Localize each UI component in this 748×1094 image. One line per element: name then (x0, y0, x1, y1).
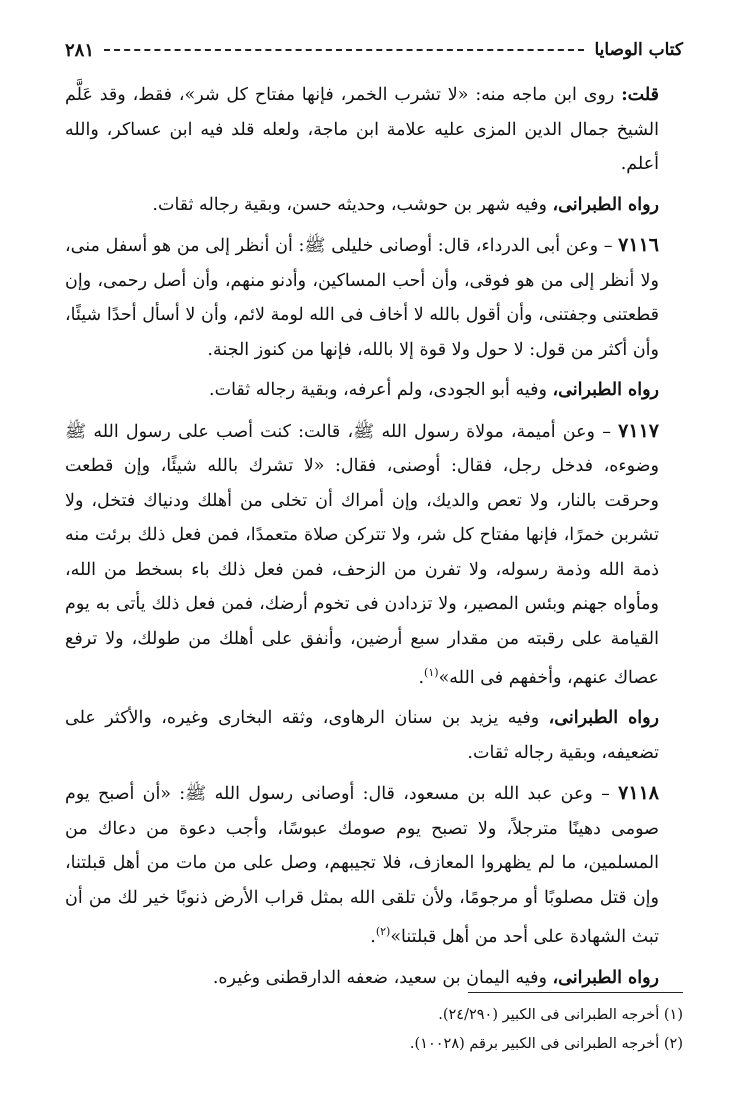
paragraph-narration-note (65, 961, 683, 996)
paragraph-narration-note (65, 188, 683, 223)
main-text (65, 78, 683, 995)
footnote-marker: (١) (424, 666, 439, 679)
hadith-7117 (65, 414, 683, 696)
hadith-7118 (65, 776, 683, 954)
header-dashed-rule (104, 49, 584, 51)
hadith-7116 (65, 228, 683, 367)
running-header (65, 36, 683, 64)
paragraph-text: وفيه أبو الجودى، ولم أعرفه، وبقية رجاله ثقات. (209, 380, 553, 400)
paragraph-narration-note (65, 373, 683, 408)
hadith-end: . (418, 667, 425, 688)
hadith-text: – وعن عبد الله بن مسعود، قال: أوصانى رسول الله ﷺ: «أن أصبح يوم صومى دهينًا مترجلاً، ولا تصبح يوم صومك عبوسًا، وأجب دعوة من دعاك من المسلمين، ما لم يظهروا المعازف، فلا تجيبهم، وصل على من مات من أهل قبلتنا، وإن قتل مصلوبًا أو مرجومًا، ولأن تلقى الله بمثل قراب الأرض ذنوبًا خير لك من أن تبث الشهادة على أحد من أهل قبلتنا» (65, 784, 659, 948)
hadith-number: ٧١١٨ (618, 782, 659, 805)
hadith-end: . (370, 927, 376, 948)
hadith-text: – وعن أميمة، مولاة رسول الله ﷺ، قالت: كنت أصب على رسول الله ﷺ وضوءه، فدخل رجل، فقال: أوصنى، فقال: «لا تشرك بالله شيئًا، وإن قطعت وحرقت بالنار، ولا تعص والديك، وإن أمراك أن تخلى من أهلك ودنياك فتخل، ولا تشربن خمرًا، فإنها مفتاح كل شر، ولا تتركن صلاة متعمدًا، فمن فعل ذلك برئت منه ذمة الله وذمة رسوله، ولا تفرن من الزحف، فمن فعل ذلك باء بسخط من الله، ومأواه جهنم وبئس المصير، ولا تزدادن فى تخوم أرضك، فمن فعل ذلك يأتى به يوم القيامة على رقبته من مقدار سبع أرضين، وأنفق على أهلك من طولك، ولا ترفع عصاك عنهم، وأخفهم فى الله» (65, 421, 659, 688)
footnotes (65, 1001, 683, 1059)
footnote-separator (468, 992, 683, 993)
qultu-label: قلت: (621, 85, 659, 105)
page-number: ٢٨١ (65, 39, 95, 61)
footnote-2: (٢) أخرجه الطبرانى فى الكبير برقم (١٠٠٢٨). (409, 1036, 683, 1052)
narrator-label: رواه الطبرانى، (552, 967, 659, 988)
footnote-1: (١) أخرجه الطبرانى فى الكبير (٢٤/٢٩٠). (438, 1007, 683, 1023)
narrator-label: رواه الطبرانى، (548, 708, 660, 729)
hadith-number: ٧١١٦ (618, 234, 659, 256)
hadith-number: ٧١١٧ (618, 419, 659, 442)
paragraph-text: روى ابن ماجه منه: «لا تشرب الخمر، فإنها مفتاح كل شر»، فقط، وقد عَلَّم الشيخ جمال الدين المزى عليه علامة ابن ماجة، ولعله قلد فيه ابن عساكر، والله أعلم. (65, 85, 659, 174)
paragraph-narration-note (65, 701, 683, 770)
narrator-label: رواه الطبرانى، (552, 380, 659, 400)
paragraph-text: وفيه شهر بن حوشب، وحديثه حسن، وبقية رجاله ثقات. (152, 194, 553, 215)
paragraph-comment (65, 78, 683, 182)
paragraph-text: وفيه اليمان بن سعيد، ضعفه الدارقطنى وغيره. (212, 967, 553, 988)
narrator-label: رواه الطبرانى، (552, 194, 659, 215)
paragraph-text: وفيه يزيد بن سنان الرهاوى، وثقه البخارى وغيره، والأكثر على تضعيفه، وبقية رجاله ثقات. (65, 708, 659, 763)
hadith-text: – وعن أبى الدرداء، قال: أوصانى خليلى ﷺ: أن أنظر إلى من هو أسفل منى، ولا أنظر إلى من هو فوقى، وأن أحب المساكين، وأدنو منهم، وأن أصل رحمى، وإن قطعتنى وجفتنى، وأن أقول بالله لا أخاف فى الله لومة لائم، وأن لا أسأل أحدًا شيئًا، وأن أكثر من قول: لا حول ولا قوة إلا بالله، فإنها من كنوز الجنة. (65, 236, 659, 360)
footnote-marker: (٢) (375, 925, 391, 939)
book-title: كتاب الوصايا (594, 40, 683, 60)
